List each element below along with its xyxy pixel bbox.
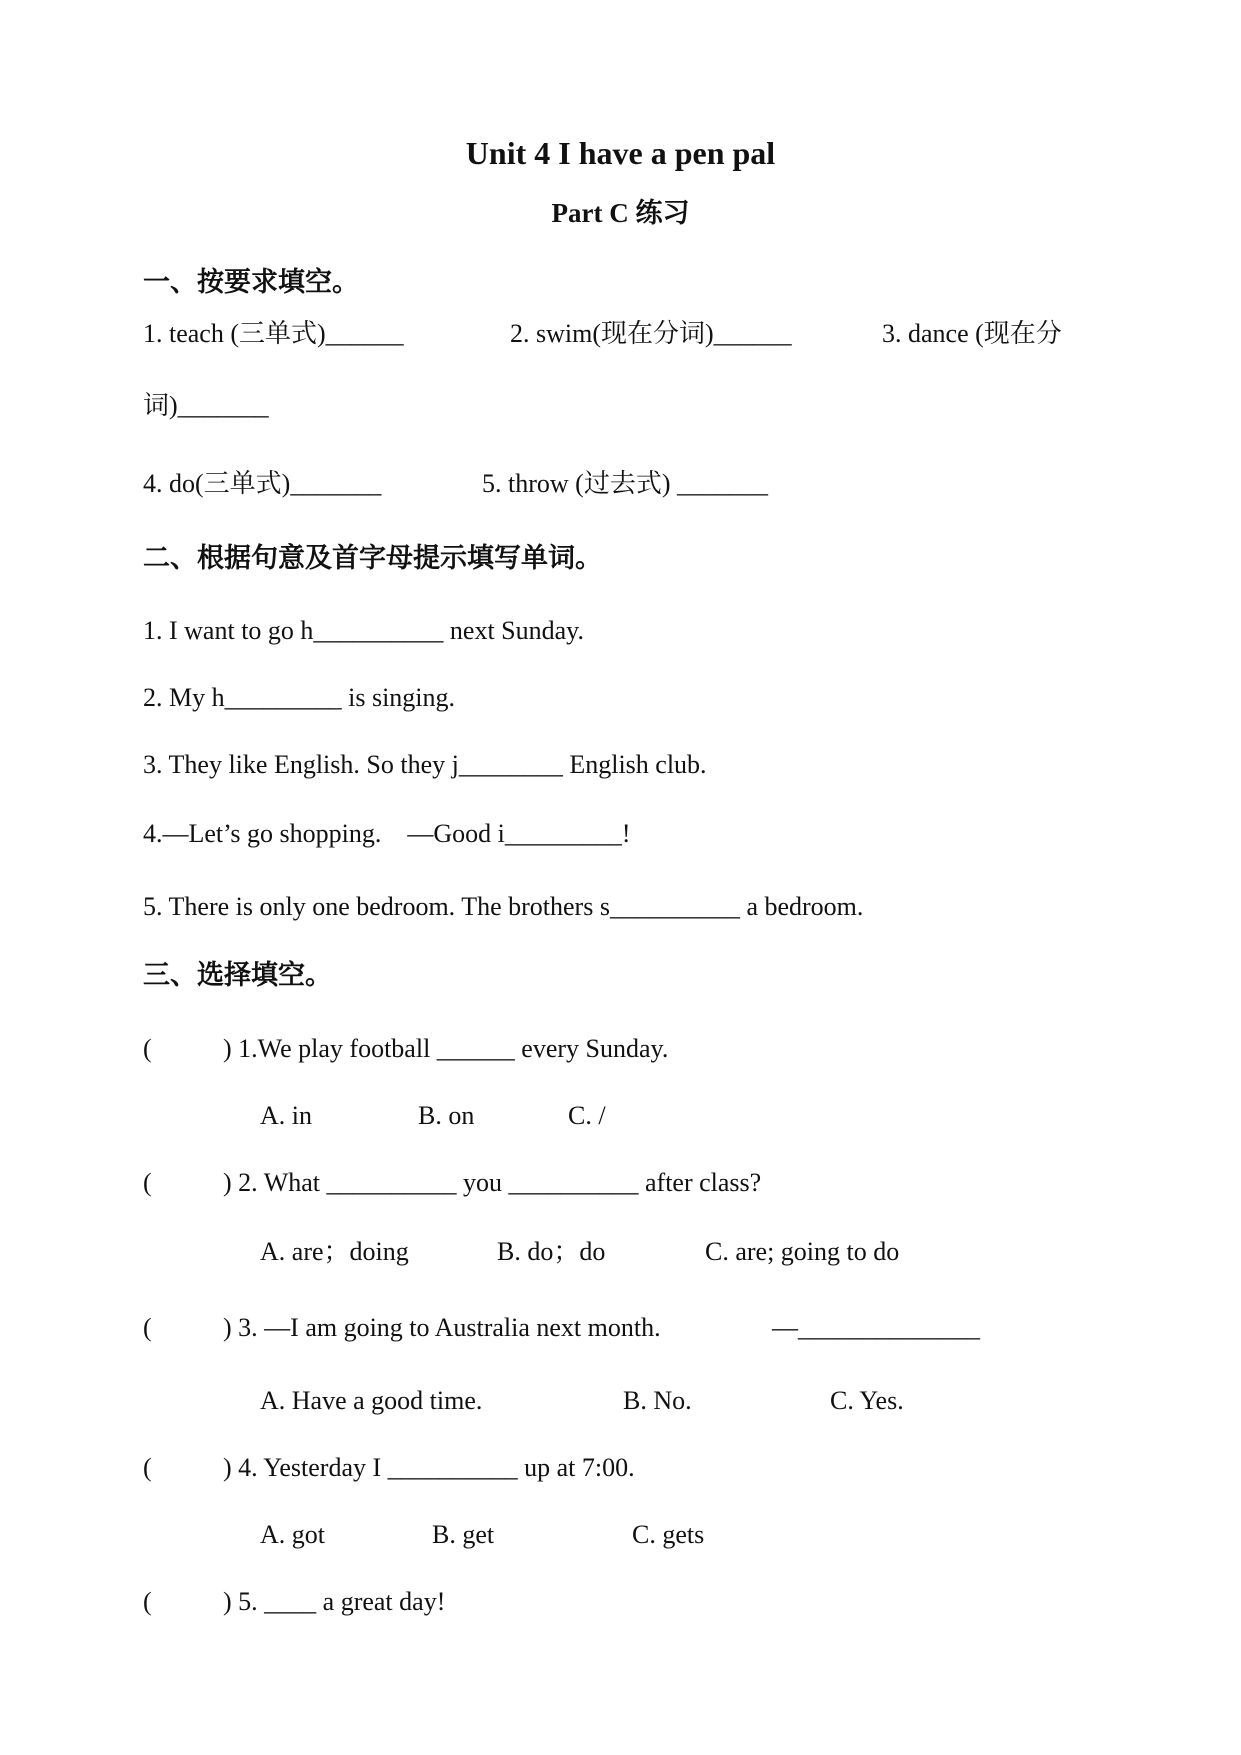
s1-question-1: 1. teach (三单式)______	[143, 319, 404, 348]
page-title: Unit 4 I have a pen pal	[465, 135, 776, 171]
s3-q3-option-a: A. Have a good time.	[260, 1386, 483, 1415]
s3-q1-option-a: A. in	[260, 1101, 312, 1130]
s3-q3-option-b: B. No.	[623, 1386, 692, 1415]
s2-item-4: 4.—Let’s go shopping. —Good i_________!	[143, 819, 631, 848]
s3-q1-option-b: B. on	[418, 1101, 475, 1130]
page-subtitle: Part C 练习	[551, 198, 690, 228]
s2-item-2: 2. My h_________ is singing.	[143, 683, 456, 712]
answer-paren-open: (	[143, 1313, 152, 1342]
s3-question-5-stem: ) 5. ____ a great day!	[223, 1587, 446, 1616]
s2-item-1: 1. I want to go h__________ next Sunday.	[143, 616, 584, 645]
s3-q3-option-c: C. Yes.	[830, 1386, 904, 1415]
s1-question-2: 2. swim(现在分词)______	[510, 319, 792, 348]
s3-q4-option-a: A. got	[260, 1520, 325, 1549]
s1-question-3: 3. dance (现在分	[882, 319, 1062, 348]
s1-question-3-continued: 词)_______	[143, 391, 269, 420]
s3-question-3-stem: ) 3. —I am going to Australia next month.	[223, 1313, 661, 1342]
s1-question-4: 4. do(三单式)_______	[143, 469, 382, 498]
s3-q2-option-c: C. are; going to do	[705, 1237, 900, 1266]
section-2-heading: 二、根据句意及首字母提示填写单词。	[143, 543, 602, 573]
s3-q4-option-c: C. gets	[632, 1520, 705, 1549]
answer-paren-open: (	[143, 1587, 152, 1616]
answer-paren-open: (	[143, 1034, 152, 1063]
s3-question-4-stem: ) 4. Yesterday I __________ up at 7:00.	[223, 1453, 635, 1482]
answer-paren-open: (	[143, 1168, 152, 1197]
s3-question-1-stem: ) 1.We play football ______ every Sunday.	[223, 1034, 669, 1063]
section-1-heading: 一、按要求填空。	[143, 267, 359, 297]
s2-item-3: 3. They like English. So they j________ English club.	[143, 750, 707, 779]
s1-question-5: 5. throw (过去式) _______	[482, 469, 768, 498]
s3-q1-option-c: C. /	[568, 1101, 606, 1130]
s3-q4-option-b: B. get	[432, 1520, 495, 1549]
s3-q2-option-a: A. are；doing	[260, 1237, 409, 1266]
s2-item-5: 5. There is only one bedroom. The brothers s__________ a bedroom.	[143, 892, 864, 921]
answer-paren-open: (	[143, 1453, 152, 1482]
s3-question-2-stem: ) 2. What __________ you __________ after class?	[223, 1168, 762, 1197]
s3-q2-option-b: B. do；do	[497, 1237, 606, 1266]
section-3-heading: 三、选择填空。	[143, 960, 332, 990]
s3-question-3-reply-blank: —______________	[772, 1313, 980, 1342]
